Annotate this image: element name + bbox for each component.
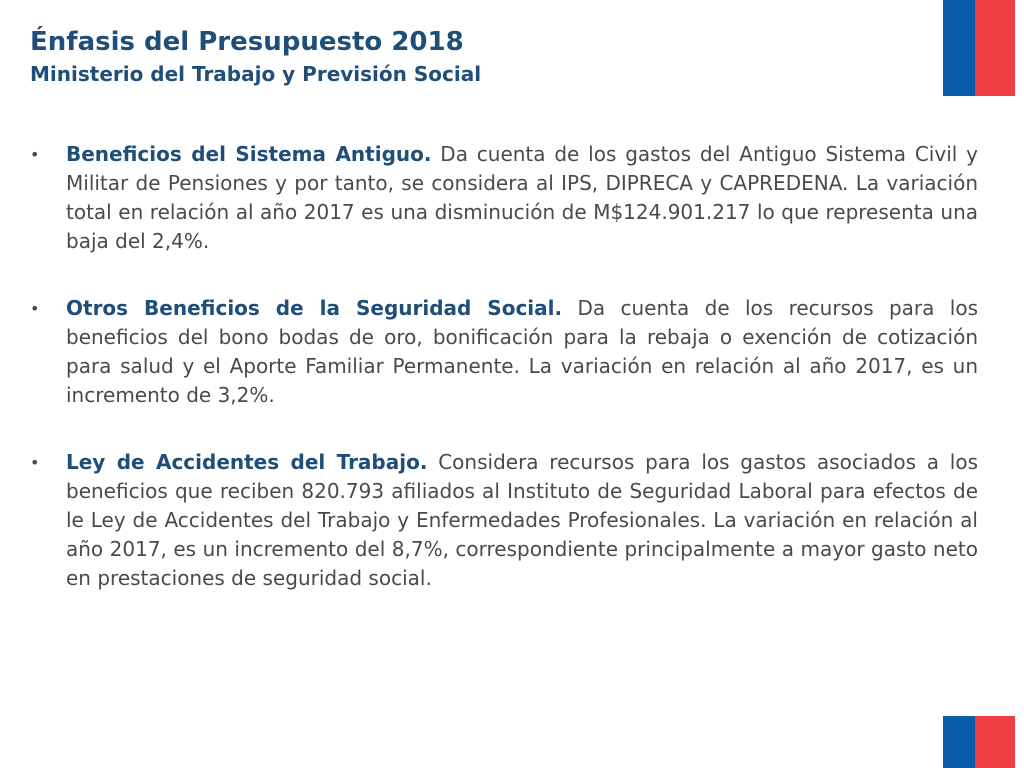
page-title: Énfasis del Presupuesto 2018: [30, 27, 464, 57]
flag-logo-bottom: [943, 716, 1015, 768]
page-subtitle: Ministerio del Trabajo y Previsión Social: [30, 62, 482, 86]
bullet-text: Da cuenta de los recursos para los beneficios del bono bodas de oro, bonificación para la rebaja o exención de cotización para salud y el Aporte Familiar Permanente. La variación en relación al año 2017, es un incremento de 3,2%.: [66, 296, 978, 407]
bullet-item-otros-beneficios: [30, 294, 978, 410]
bullet-list: [30, 140, 978, 631]
bullet-text: Considera recursos para los gastos asociados a los beneficios que reciben 820.793 afiliados al Instituto de Seguridad Laboral para efectos de le Ley de Accidentes del Trabajo y Enfermedades Profesionales. La variación en relación al año 2017, es un incremento del 8,7%, correspondiente principalmente a mayor gasto neto en prestaciones de seguridad social.: [66, 450, 978, 590]
bullet-item-ley-accidentes: [30, 448, 978, 593]
bullet-item-sistema-antiguo: [30, 140, 978, 256]
bullet-text: Da cuenta de los gastos del Antiguo Sistema Civil y Militar de Pensiones y por tanto, se considera al IPS, DIPRECA y CAPREDENA. La variación total en relación al año 2017 es una disminución de M$124.901.217 lo que representa una baja del 2,4%.: [66, 142, 978, 253]
flag-blue-stripe: [943, 716, 975, 768]
bullet-lead: Otros Beneficios de la Seguridad Social.: [66, 296, 563, 320]
bullet-dot: •: [30, 145, 40, 164]
flag-red-stripe: [975, 716, 1015, 768]
bullet-lead: Beneficios del Sistema Antiguo.: [66, 142, 432, 166]
flag-blue-stripe: [943, 0, 975, 96]
bullet-dot: •: [30, 299, 40, 318]
flag-red-stripe: [975, 0, 1015, 96]
bullet-lead: Ley de Accidentes del Trabajo.: [66, 450, 428, 474]
flag-logo-top: [943, 0, 1015, 96]
bullet-dot: •: [30, 453, 40, 472]
